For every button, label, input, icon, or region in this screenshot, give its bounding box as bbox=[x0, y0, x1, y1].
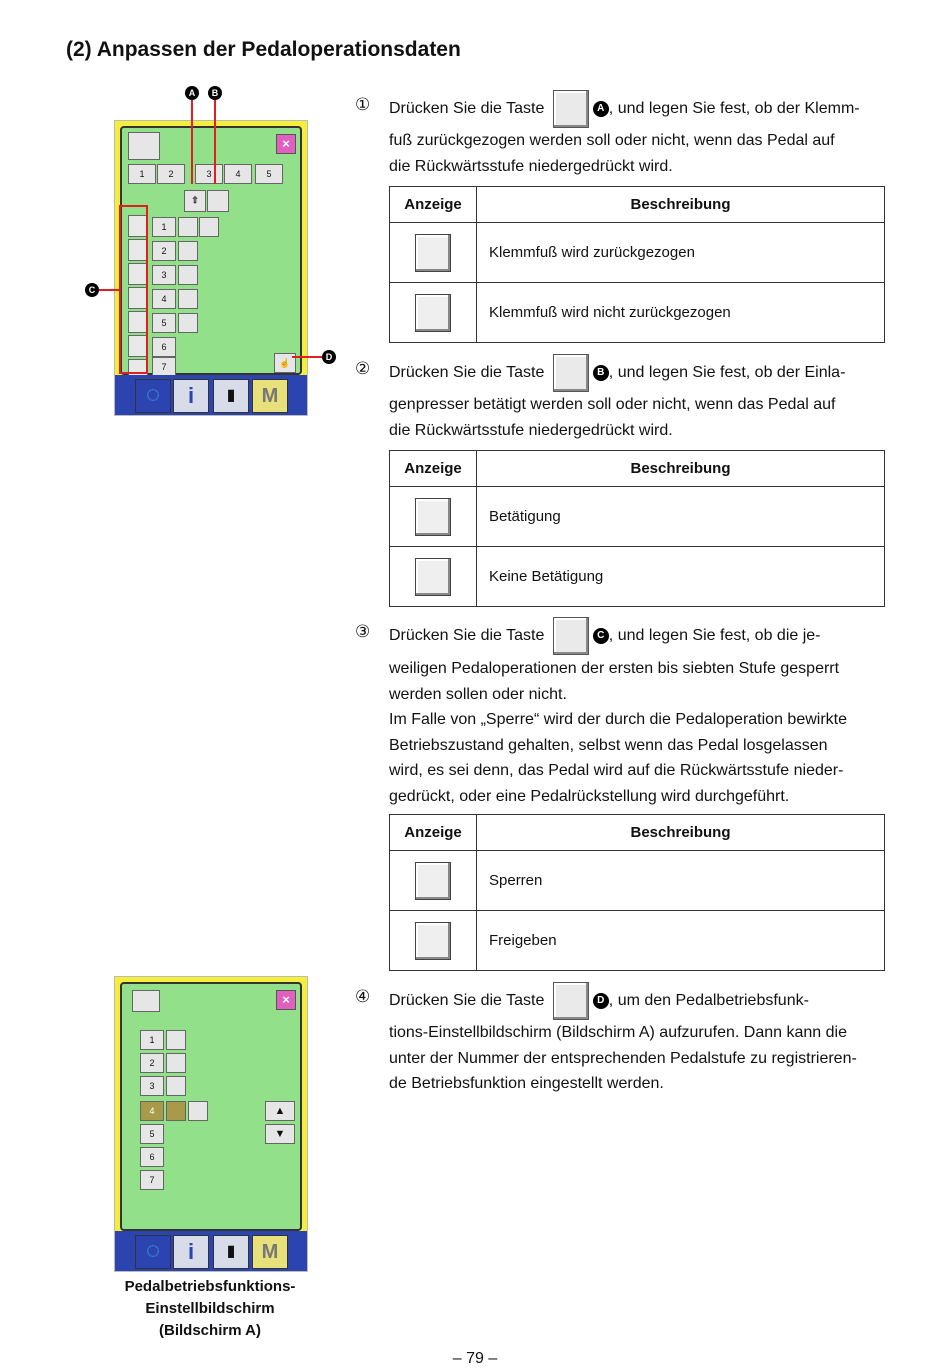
table-cell: Klemmfuß wird zurückgezogen bbox=[477, 223, 885, 283]
pedal-step-7[interactable]: 7 bbox=[152, 357, 176, 377]
pedal-step-4-selected[interactable]: 4 bbox=[140, 1101, 164, 1121]
column-header: Anzeige bbox=[390, 187, 477, 223]
pedal-step-2[interactable]: 2 bbox=[140, 1053, 164, 1073]
caption-line: Pedalbetriebsfunktions- bbox=[124, 1278, 296, 1295]
ready-icon[interactable]: ◌ bbox=[135, 379, 171, 413]
callout-line-c bbox=[99, 289, 119, 291]
clamp-icon bbox=[166, 1030, 186, 1050]
page-title: (2) Anpassen der Pedaloperationsdaten bbox=[66, 38, 461, 61]
step-number: ③ bbox=[355, 622, 371, 641]
clamp-icon bbox=[178, 217, 198, 237]
bottom-bar bbox=[115, 1231, 307, 1271]
function-icon bbox=[178, 241, 198, 261]
clamp-foot-retract-key[interactable]: ⇧ bbox=[184, 190, 206, 212]
panel-screen bbox=[120, 982, 302, 1231]
step-1-body bbox=[389, 128, 835, 179]
callout-line-a bbox=[191, 100, 193, 184]
text-line: Im Falle von „Sperre“ wird der durch die Pedaloperation bewirkte bbox=[389, 711, 847, 728]
communication-icon[interactable]: ▮ bbox=[213, 1235, 249, 1269]
table-lock bbox=[389, 814, 885, 971]
step-text: Drücken Sie die Taste bbox=[389, 627, 545, 645]
function-icon bbox=[166, 1076, 186, 1096]
communication-icon[interactable]: ▮ bbox=[213, 379, 249, 413]
step-number: ④ bbox=[355, 987, 371, 1006]
pedal-step-7[interactable]: 7 bbox=[140, 1170, 164, 1190]
callout-line-b bbox=[214, 100, 216, 184]
function-icon bbox=[166, 1101, 186, 1121]
insert-presser-key-icon bbox=[553, 354, 589, 392]
page-number: – 79 – bbox=[452, 1350, 498, 1367]
table-cell: Sperren bbox=[477, 851, 885, 911]
panel-pedal-function-setting bbox=[114, 976, 308, 1272]
pedal-step-6[interactable]: 6 bbox=[152, 337, 176, 357]
table-cell: Betätigung bbox=[477, 487, 885, 547]
callout-d: D bbox=[322, 350, 336, 364]
text-line: unter der Nummer der entsprechenden Pedalstufe zu registrieren- bbox=[389, 1049, 857, 1067]
pedal-step-3[interactable]: 3 bbox=[152, 265, 176, 285]
pedal-function-setting-button[interactable]: ☝ bbox=[274, 353, 296, 373]
table-clamp-foot bbox=[389, 186, 885, 343]
step-3-body bbox=[389, 656, 847, 809]
step-2-line bbox=[389, 354, 845, 392]
step-text: , und legen Sie fest, ob die je- bbox=[608, 627, 821, 645]
pedal-step-6[interactable]: 6 bbox=[140, 1147, 164, 1167]
column-header: Anzeige bbox=[390, 815, 477, 851]
column-header: Beschreibung bbox=[477, 187, 885, 223]
table-cell: Keine Betätigung bbox=[477, 547, 885, 607]
unlock-icon bbox=[415, 922, 451, 960]
scroll-down-button[interactable]: ▼ bbox=[265, 1124, 295, 1144]
callout-c: C bbox=[85, 283, 99, 297]
close-button[interactable]: × bbox=[276, 134, 296, 154]
pedal-step-1[interactable]: 1 bbox=[140, 1030, 164, 1050]
callout-b: B bbox=[208, 86, 222, 100]
info-button[interactable]: i bbox=[173, 1235, 209, 1269]
column-header: Anzeige bbox=[390, 451, 477, 487]
text-line: genpresser betätigt werden soll oder nicht, wenn das Pedal auf bbox=[389, 396, 836, 413]
step-text: Drücken Sie die Taste bbox=[389, 100, 545, 118]
pedal-step-icon bbox=[132, 990, 160, 1012]
step-1-line bbox=[389, 90, 860, 128]
column-header: Beschreibung bbox=[477, 815, 885, 851]
step-text: , um den Pedalbetriebsfunk- bbox=[608, 992, 809, 1010]
clamp-no-retract-icon bbox=[415, 294, 451, 332]
text-line: Betriebszustand gehalten, selbst wenn das Pedal losgelassen bbox=[389, 736, 828, 754]
function-icon bbox=[178, 265, 198, 285]
insert-presser-on-icon bbox=[415, 498, 451, 536]
callout-a: A bbox=[185, 86, 199, 100]
insert-presser-key[interactable] bbox=[207, 190, 229, 212]
text-line: de Betriebsfunktion eingestellt werden. bbox=[389, 1075, 664, 1092]
step-text: Drücken Sie die Taste bbox=[389, 364, 545, 382]
mode-button[interactable]: M bbox=[252, 379, 288, 413]
pedal-step-4[interactable]: 4 bbox=[152, 289, 176, 309]
tab-2[interactable]: 2 bbox=[157, 164, 185, 184]
hand-key-icon bbox=[553, 982, 589, 1020]
table-cell: Klemmfuß wird nicht zurückgezogen bbox=[477, 283, 885, 343]
step-2-body bbox=[389, 392, 836, 443]
step-text: , und legen Sie fest, ob der Einla- bbox=[608, 364, 846, 382]
clamp-retract-key-icon bbox=[553, 90, 589, 128]
panel-caption bbox=[90, 1276, 330, 1342]
ready-icon[interactable]: ◌ bbox=[135, 1235, 171, 1269]
step-text: Drücken Sie die Taste bbox=[389, 992, 545, 1010]
marker-d: D bbox=[593, 993, 609, 1009]
bottom-bar bbox=[115, 375, 307, 415]
scroll-up-button[interactable]: ▲ bbox=[265, 1101, 295, 1121]
marker-c: C bbox=[593, 628, 609, 644]
pedal-step-5[interactable]: 5 bbox=[140, 1124, 164, 1144]
text-line: wird, es sei denn, das Pedal wird auf die Rückwärtsstufe nieder- bbox=[389, 762, 844, 779]
marker-a: A bbox=[593, 101, 609, 117]
clamp-icon bbox=[199, 217, 219, 237]
step-4-line bbox=[389, 982, 809, 1020]
column-header: Beschreibung bbox=[477, 451, 885, 487]
text-line: gedrückt, oder eine Pedalrückstellung wird durchgeführt. bbox=[389, 787, 790, 805]
pedal-step-5[interactable]: 5 bbox=[152, 313, 176, 333]
text-line: die Rückwärtsstufe niedergedrückt wird. bbox=[389, 421, 673, 439]
step-3-line bbox=[389, 617, 821, 655]
step-number: ② bbox=[355, 359, 371, 378]
function-icon bbox=[178, 313, 198, 333]
pedal-settings-icon bbox=[128, 132, 160, 160]
callout-line-d bbox=[292, 356, 322, 358]
function-icon bbox=[166, 1053, 186, 1073]
tab-1[interactable]: 1 bbox=[128, 164, 156, 184]
step-text: , und legen Sie fest, ob der Klemm- bbox=[608, 100, 860, 118]
info-button[interactable]: i bbox=[173, 379, 209, 413]
text-line: tions-Einstellbildschirm (Bildschirm A) aufzurufen. Dann kann die bbox=[389, 1024, 847, 1041]
text-line: weiligen Pedaloperationen der ersten bis siebten Stufe gesperrt bbox=[389, 660, 840, 677]
close-button[interactable]: × bbox=[276, 990, 296, 1010]
step-4-body bbox=[389, 1020, 857, 1097]
caption-line: Einstellbildschirm bbox=[145, 1300, 275, 1317]
text-line: fuß zurückgezogen werden soll oder nicht, wenn das Pedal auf bbox=[389, 132, 835, 149]
table-cell: Freigeben bbox=[477, 911, 885, 971]
clamp-retract-icon bbox=[415, 234, 451, 272]
pedal-step-3[interactable]: 3 bbox=[140, 1076, 164, 1096]
table-insert-presser bbox=[389, 450, 885, 607]
mode-button[interactable]: M bbox=[252, 1235, 288, 1269]
tab-4[interactable]: 4 bbox=[224, 164, 252, 184]
tab-3[interactable]: 3 bbox=[195, 164, 223, 184]
text-line: die Rückwärtsstufe niedergedrückt wird. bbox=[389, 157, 673, 175]
lock-icon bbox=[415, 862, 451, 900]
tab-5[interactable]: 5 bbox=[255, 164, 283, 184]
caption-line: (Bildschirm A) bbox=[159, 1322, 261, 1339]
step-number: ① bbox=[355, 95, 371, 114]
text-line: werden sollen oder nicht. bbox=[389, 685, 567, 703]
unlock-key-icon bbox=[553, 617, 589, 655]
function-icon bbox=[178, 289, 198, 309]
pedal-step-2[interactable]: 2 bbox=[152, 241, 176, 261]
marker-b: B bbox=[593, 365, 609, 381]
pedal-step-1[interactable]: 1 bbox=[152, 217, 176, 237]
insert-presser-off-icon bbox=[415, 558, 451, 596]
function-icon bbox=[188, 1101, 208, 1121]
lock-keys-highlight bbox=[119, 205, 148, 374]
